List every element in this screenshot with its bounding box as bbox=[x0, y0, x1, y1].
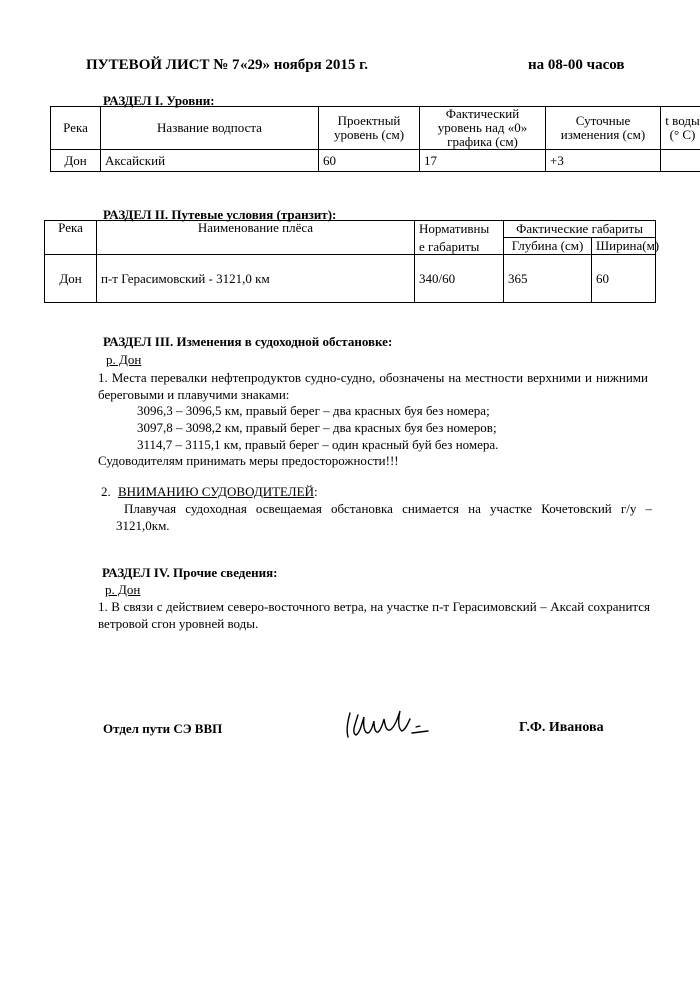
route-col-norm bbox=[415, 221, 504, 255]
notice-title bbox=[118, 484, 318, 500]
mark-line-1: 3096,3 – 3096,5 км, правый берег – два красных буя без номера; bbox=[137, 403, 490, 418]
route-col-norm-line2: е габариты bbox=[419, 239, 480, 254]
levels-table bbox=[50, 106, 700, 172]
document-title: ПУТЕВОЙ ЛИСТ № 7 bbox=[86, 57, 240, 73]
caution-text: Судоводителям принимать меры предосторожности!!! bbox=[98, 453, 399, 468]
route-cell-name: п-т Герасимовский - 3121,0 км bbox=[97, 255, 415, 303]
route-col-fact: Фактические габариты bbox=[504, 221, 656, 238]
levels-col-project: Проектный уровень (см) bbox=[319, 107, 420, 150]
document-time: на 08-00 часов bbox=[528, 57, 625, 73]
levels-col-temp: t воды (° С) bbox=[661, 107, 700, 150]
levels-cell-temp bbox=[661, 150, 700, 172]
route-col-depth: Глубина (см) bbox=[504, 238, 592, 255]
section3-heading: РАЗДЕЛ III. Изменения в судоходной обстановке: bbox=[103, 334, 393, 349]
section2-heading: РАЗДЕЛ II. Путевые условия (транзит): bbox=[103, 207, 337, 222]
levels-col-daily: Суточные изменения (см) bbox=[546, 107, 661, 150]
route-cell-width: 60 bbox=[592, 255, 656, 303]
notice-title-colon: : bbox=[313, 484, 318, 499]
levels-cell-daily: +3 bbox=[546, 150, 661, 172]
levels-cell-river: Дон bbox=[51, 150, 101, 172]
section3-river: р. Дон bbox=[106, 352, 142, 367]
route-table bbox=[44, 220, 660, 303]
levels-cell-actual: 17 bbox=[420, 150, 546, 172]
section4-river: р. Дон bbox=[105, 582, 141, 597]
signer-name: Г.Ф. Иванова bbox=[519, 720, 604, 735]
signature bbox=[340, 705, 440, 745]
route-col-norm-line1: Нормативны bbox=[419, 221, 490, 236]
notice-title-text: ВНИМАНИЮ СУДОВОДИТЕЛЕЙ bbox=[118, 484, 314, 499]
levels-col-actual: Фактический уровень над «0» графика (см) bbox=[420, 107, 546, 150]
notice-text: Плавучая судоходная освещаемая обстановка снимается на участке Кочетовский г/у – 3121,0км. bbox=[116, 501, 652, 533]
route-col-river: Река bbox=[45, 221, 97, 255]
section1-heading: РАЗДЕЛ I. Уровни: bbox=[103, 93, 215, 108]
section4-heading: РАЗДЕЛ IV. Прочие сведения: bbox=[102, 565, 278, 580]
department-label: Отдел пути СЭ ВВП bbox=[103, 721, 223, 736]
notice-number: 2. bbox=[101, 484, 111, 499]
route-col-width: Ширина(м) bbox=[592, 238, 656, 255]
document-date: «29» ноября 2015 г. bbox=[240, 57, 369, 73]
section4-item1: 1. В связи с действием северо-восточного ветра, на участке п-т Герасимовский – Аксай сохранится ветровой сгон уровней воды. bbox=[98, 599, 650, 631]
section3-item1: 1. Места перевалки нефтепродуктов судно-судно, обозначены на местности верхними и нижними береговыми и плавучими знаками: bbox=[98, 370, 648, 402]
mark-line-2: 3097,8 – 3098,2 км, правый берег – два красных буя без номеров; bbox=[137, 420, 497, 435]
route-cell-river: Дон bbox=[45, 255, 97, 303]
route-col-name: Наименование плёса bbox=[97, 221, 415, 255]
levels-col-river: Река bbox=[51, 107, 101, 150]
route-cell-depth: 365 bbox=[504, 255, 592, 303]
route-cell-norm: 340/60 bbox=[415, 255, 504, 303]
levels-cell-project: 60 bbox=[319, 150, 420, 172]
levels-col-post: Название водпоста bbox=[101, 107, 319, 150]
levels-cell-post: Аксайский bbox=[101, 150, 319, 172]
mark-line-3: 3114,7 – 3115,1 км, правый берег – один красный буй без номера. bbox=[137, 437, 499, 452]
